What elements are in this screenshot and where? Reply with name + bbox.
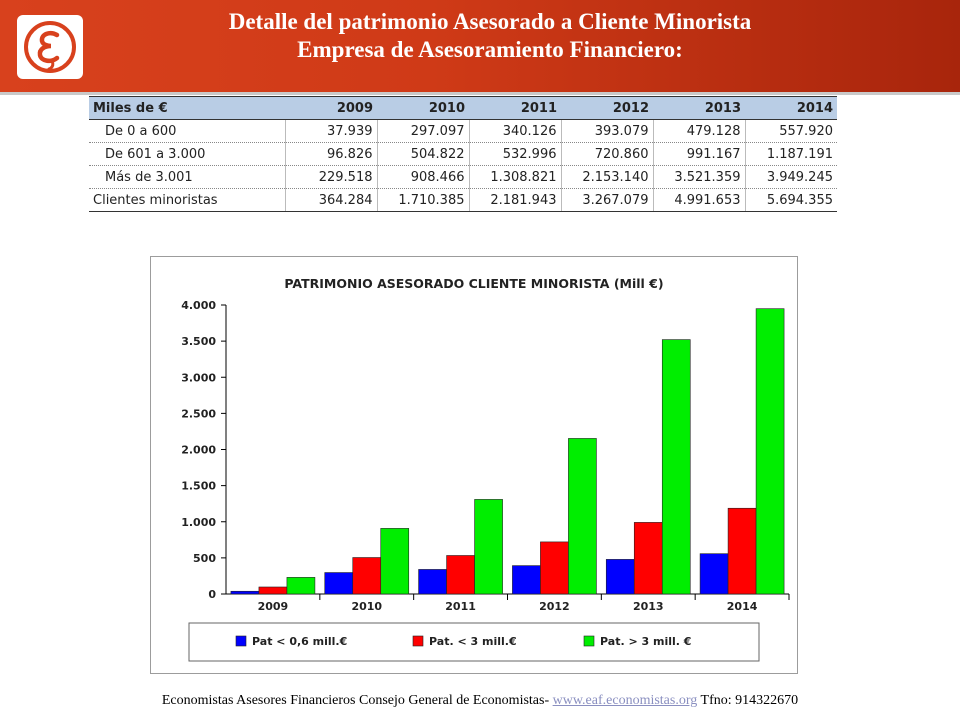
table-cell: 297.097: [377, 120, 469, 143]
website-link[interactable]: www.eaf.economistas.org: [552, 693, 698, 708]
y-tick-label: 500: [193, 551, 216, 565]
x-tick-label: 2010: [351, 600, 383, 613]
table-cell: 2.153.140: [561, 166, 653, 189]
bar: [447, 555, 475, 594]
y-tick-label: 3.000: [181, 371, 216, 385]
bar: [634, 522, 662, 594]
row-label: De 0 a 600: [89, 120, 285, 143]
year-header: 2014: [745, 97, 837, 120]
eaf-logo-icon: [17, 15, 83, 79]
bar: [756, 309, 784, 594]
bar: [231, 591, 259, 594]
x-tick-label: 2014: [726, 600, 758, 613]
table-row: [89, 143, 837, 166]
footer-phone: Tfno: 914322670: [697, 693, 799, 708]
bar: [475, 499, 503, 594]
header-banner: [0, 0, 960, 95]
table-cell: 340.126: [469, 120, 561, 143]
table-row: [89, 166, 837, 189]
bar: [287, 577, 315, 594]
x-tick-label: 2013: [632, 600, 664, 613]
footer: [0, 693, 960, 709]
table-cell: 479.128: [653, 120, 745, 143]
bar: [381, 528, 409, 594]
legend-swatch: [236, 636, 246, 646]
y-tick-label: 2.000: [181, 443, 216, 457]
legend-swatch: [413, 636, 423, 646]
chart-frame: [150, 256, 798, 674]
legend-label: Pat. > 3 mill. €: [600, 635, 692, 648]
year-header: 2012: [561, 97, 653, 120]
table-cell: 991.167: [653, 143, 745, 166]
table-cell: 3.521.359: [653, 166, 745, 189]
table-cell: 2.181.943: [469, 189, 561, 212]
eaf-logo-icon-svg: [24, 21, 76, 73]
legend-label: Pat. < 3 mill.€: [429, 635, 517, 648]
page-title: [100, 8, 880, 64]
table-cell: 96.826: [285, 143, 377, 166]
y-tick-label: 3.500: [181, 335, 216, 349]
table-cell: 557.920: [745, 120, 837, 143]
y-tick-label: 2.500: [181, 407, 216, 421]
table-cell: 532.996: [469, 143, 561, 166]
bar: [419, 569, 447, 594]
x-tick-label: 2009: [257, 600, 289, 613]
title-line-2: Empresa de Asesoramiento Financiero:: [297, 37, 683, 62]
bar: [512, 566, 540, 594]
table-cell: 5.694.355: [745, 189, 837, 212]
row-label: De 601 a 3.000: [89, 143, 285, 166]
table-row: [89, 120, 837, 143]
bar: [728, 508, 756, 594]
table-cell: 720.860: [561, 143, 653, 166]
table-header-row: [89, 97, 837, 120]
bar: [568, 438, 596, 594]
year-header: 2011: [469, 97, 561, 120]
table-cell: 3.267.079: [561, 189, 653, 212]
row-label: Clientes minoristas: [89, 189, 285, 212]
footer-text: Economistas Asesores Financieros Consejo General de Economistas-: [161, 693, 553, 708]
table-cell: 1.710.385: [377, 189, 469, 212]
y-tick-label: 4.000: [181, 299, 216, 312]
bar: [353, 558, 381, 594]
x-tick-label: 2011: [445, 600, 476, 613]
y-tick-label: 1.000: [181, 515, 216, 529]
table-cell: 1.187.191: [745, 143, 837, 166]
table-cell: 3.949.245: [745, 166, 837, 189]
y-tick-label: 0: [208, 588, 216, 601]
bar-chart: [151, 257, 797, 673]
table-cell: 1.308.821: [469, 166, 561, 189]
y-tick-label: 1.500: [181, 479, 216, 493]
table-corner-label: Miles de €: [89, 97, 285, 120]
table-cell: 4.991.653: [653, 189, 745, 212]
table-cell: 393.079: [561, 120, 653, 143]
table-cell: 229.518: [285, 166, 377, 189]
year-header: 2009: [285, 97, 377, 120]
bar: [325, 573, 353, 594]
chart-bars: [231, 309, 784, 594]
year-header: 2010: [377, 97, 469, 120]
bar: [540, 542, 568, 594]
chart-legend: [189, 623, 759, 661]
table-cell: 504.822: [377, 143, 469, 166]
year-header: 2013: [653, 97, 745, 120]
patrimonio-table: [89, 96, 837, 212]
legend-swatch: [584, 636, 594, 646]
bar: [606, 559, 634, 594]
legend-label: Pat < 0,6 mill.€: [252, 635, 348, 648]
row-label: Más de 3.001: [89, 166, 285, 189]
title-line-1: Detalle del patrimonio Asesorado a Cliente Minorista: [228, 9, 752, 34]
table-cell: 364.284: [285, 189, 377, 212]
table-cell: 37.939: [285, 120, 377, 143]
bar: [662, 340, 690, 594]
bar: [259, 587, 287, 594]
table-row-total: [89, 189, 837, 212]
chart-title: PATRIMONIO ASESORADO CLIENTE MINORISTA (Mill €): [284, 276, 664, 291]
bar: [700, 554, 728, 594]
x-tick-label: 2012: [539, 600, 570, 613]
table-cell: 908.466: [377, 166, 469, 189]
